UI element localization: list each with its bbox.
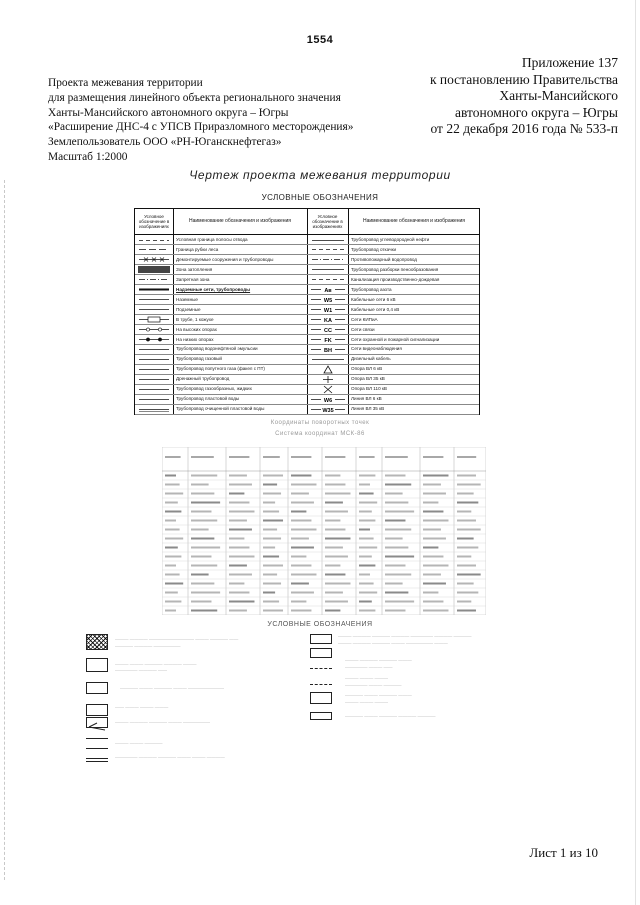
illegible-cell-text <box>291 520 311 522</box>
illegible-cell-text <box>165 529 180 531</box>
legend-header-symbol: Условное обозначение в изображениях <box>138 214 170 229</box>
illegible-cell-text <box>263 574 277 576</box>
illegible-cell-text <box>229 520 247 522</box>
illegible-cell-text <box>385 556 414 558</box>
illegible-cell-text <box>423 547 438 549</box>
legend-line-symbol <box>86 748 108 749</box>
illegible-cell-text <box>325 529 345 531</box>
illegible-cell-text <box>325 565 340 567</box>
project-line: Ханты-Мансийского автономного округа – Югры <box>48 106 289 119</box>
illegible-cell-text <box>385 565 405 567</box>
drawing-title: Чертеж проекта межевания территории <box>189 168 451 182</box>
illegible-cell-text <box>325 538 350 540</box>
illegible-cell-text <box>359 511 372 513</box>
illegible-cell-text <box>325 574 345 576</box>
illegible-cell-text <box>229 583 244 585</box>
illegible-cell-text <box>291 484 316 486</box>
illegible-cell-text <box>165 565 176 567</box>
legend-code: Ав <box>324 288 332 295</box>
legend-item: Трубопровод водонефтяной эмульсии <box>176 346 258 352</box>
legend-item: Трубопровод азота <box>351 286 392 292</box>
illegible-cell-text <box>385 493 403 495</box>
illegible-cell-text <box>165 511 181 513</box>
legend-row-divider <box>135 414 479 415</box>
illegible-cell-text <box>325 511 348 513</box>
illegible-cell-text <box>325 493 350 495</box>
illegible-cell-text <box>359 583 374 585</box>
illegible-cell-text <box>229 565 247 567</box>
faded-text: ————— ——— ———— <box>345 683 402 688</box>
illegible-cell-text <box>457 610 476 612</box>
illegible-cell-text <box>291 502 314 504</box>
illegible-cell-text <box>229 475 247 477</box>
illegible-cell-text <box>263 502 275 504</box>
illegible-cell-text <box>325 556 348 558</box>
illegible-cell-text <box>165 592 178 594</box>
illegible-header-text <box>385 456 408 458</box>
illegible-cell-text <box>385 601 414 603</box>
legend-line-symbol <box>310 684 332 685</box>
illegible-cell-text <box>359 556 372 558</box>
legend-item: Дизельный кабель <box>351 356 391 362</box>
project-line: «Расширение ДНС-4 с УПСВ Приразломного месторождения» <box>48 121 354 134</box>
illegible-cell-text <box>229 529 252 531</box>
illegible-cell-text <box>229 574 252 576</box>
legend-item: Трубопровод газообразных, жидких <box>176 386 252 392</box>
legend-box-symbol <box>310 634 332 644</box>
illegible-cell-text <box>165 484 180 486</box>
illegible-cell-text <box>325 583 350 585</box>
legend-item: Трубопровод разборки пенообразования <box>351 266 439 272</box>
illegible-cell-text <box>229 511 254 513</box>
legend-item: Сети КИПиА <box>351 316 378 322</box>
illegible-cell-text <box>191 592 220 594</box>
illegible-cell-text <box>359 475 375 477</box>
illegible-header-text <box>291 456 311 458</box>
illegible-cell-text <box>385 574 411 576</box>
legend-item: Опора ВЛ 35 кВ <box>351 376 385 382</box>
sheet-number: Лист 1 из 10 <box>529 845 598 860</box>
legend-item: Дренажный трубопровод <box>176 376 230 382</box>
illegible-cell-text <box>291 556 306 558</box>
hatched-area-symbol <box>86 634 108 650</box>
legend-code: W1 <box>323 308 333 315</box>
faded-text: ————— ——— —— <box>345 665 393 670</box>
illegible-cell-text <box>165 574 180 576</box>
illegible-cell-text <box>423 610 448 612</box>
illegible-cell-text <box>385 592 408 594</box>
illegible-cell-text <box>359 547 377 549</box>
legend-box-symbol <box>310 692 332 704</box>
legend-item: Граница рубки леса <box>176 246 219 252</box>
illegible-cell-text <box>291 574 316 576</box>
legend-item: Сети видеонаблюдения <box>351 346 402 352</box>
project-line: для размещения линейного объекта регионального значения <box>48 91 341 104</box>
illegible-cell-text <box>263 520 283 522</box>
illegible-cell-text <box>263 556 279 558</box>
illegible-cell-text <box>423 475 448 477</box>
illegible-cell-text <box>291 601 306 603</box>
illegible-cell-text <box>457 484 481 486</box>
legend-code: W6 <box>323 397 333 404</box>
illegible-cell-text <box>191 493 214 495</box>
legend-item: Линия ВЛ 35 кВ <box>351 406 385 412</box>
illegible-cell-text <box>457 511 471 513</box>
illegible-cell-text <box>191 484 209 486</box>
illegible-cell-text <box>263 610 283 612</box>
illegible-cell-text <box>325 520 340 522</box>
illegible-cell-text <box>325 475 340 477</box>
legend-item: Противопожарный водопровод <box>351 256 417 262</box>
illegible-cell-text <box>359 610 375 612</box>
legend-item: Трубопровод откачки <box>351 246 397 252</box>
illegible-cell-text <box>359 538 374 540</box>
legend-header-name: Наименование обозначения и изображения <box>189 218 291 224</box>
illegible-cell-text <box>229 493 244 495</box>
faded-text: ——— ——— ———— <box>115 741 163 746</box>
illegible-cell-text <box>457 475 476 477</box>
legend-code: KA <box>324 318 332 325</box>
illegible-cell-text <box>191 574 209 576</box>
illegible-cell-text <box>359 484 370 486</box>
faded-text: ———— ———— —————— <box>115 644 181 649</box>
illegible-cell-text <box>191 529 209 531</box>
illegible-cell-text <box>229 610 247 612</box>
illegible-cell-text <box>291 475 311 477</box>
scan-edge-line <box>4 180 5 880</box>
illegible-cell-text <box>325 601 348 603</box>
illegible-cell-text <box>229 502 249 504</box>
legend-line-symbol <box>86 761 108 762</box>
illegible-cell-text <box>457 547 478 549</box>
legend2-heading: УСЛОВНЫЕ ОБОЗНАЧЕНИЯ <box>267 621 373 628</box>
legend-item: Трубопровод попутного газа (факел с ПТ) <box>176 366 265 372</box>
coordinates-title: Координаты поворотных точек <box>270 420 370 426</box>
illegible-cell-text <box>457 502 478 504</box>
illegible-header-text <box>263 456 280 458</box>
faded-text: ————— ———— —— <box>115 668 168 673</box>
project-line: Землепользователь ООО «РН-Юганскнефтегаз» <box>48 136 282 149</box>
illegible-cell-text <box>457 565 476 567</box>
illegible-cell-text <box>359 529 370 531</box>
faded-text: ———— ——— ———— ———— ———— <box>345 714 436 719</box>
illegible-cell-text <box>263 493 281 495</box>
legend-code: W35 <box>322 407 334 414</box>
legend-item: Наземные <box>176 296 198 302</box>
legend-line-symbol <box>86 738 108 739</box>
legend-item: Линия ВЛ 6 кВ <box>351 396 382 402</box>
legend-box-symbol <box>86 682 108 694</box>
project-line: Проекта межевания территории <box>48 77 203 89</box>
illegible-cell-text <box>423 565 448 567</box>
illegible-cell-text <box>385 484 411 486</box>
appendix-line: Приложение 137 <box>521 55 618 70</box>
illegible-cell-text <box>423 574 441 576</box>
project-block <box>48 76 388 165</box>
illegible-cell-text <box>325 610 340 612</box>
illegible-header-text <box>423 456 443 458</box>
illegible-cell-text <box>191 475 217 477</box>
legend-item: Запретная зона <box>176 276 210 282</box>
illegible-cell-text <box>191 520 217 522</box>
illegible-cell-text <box>263 565 283 567</box>
illegible-cell-text <box>263 538 281 540</box>
illegible-cell-text <box>263 592 275 594</box>
illegible-cell-text <box>457 592 478 594</box>
illegible-cell-text <box>359 493 374 495</box>
illegible-cell-text <box>385 583 403 585</box>
illegible-cell-text <box>325 592 343 594</box>
illegible-cell-text <box>165 493 183 495</box>
illegible-cell-text <box>457 556 471 558</box>
legend-item: Кабельные сети 6 кВ <box>351 296 396 302</box>
coordinates-table <box>162 447 486 615</box>
legend-item: Опора ВЛ 110 кВ <box>351 386 387 392</box>
illegible-cell-text <box>385 547 408 549</box>
illegible-cell-text <box>423 484 441 486</box>
legend-item: На высоких опорах <box>176 326 217 332</box>
coordinates-subtitle: Система координат МСК-86 <box>275 431 365 437</box>
illegible-cell-text <box>191 538 214 540</box>
illegible-header-text <box>325 456 345 458</box>
illegible-cell-text <box>291 493 309 495</box>
legend-item: Кабельные сети 0,4 кВ <box>351 306 400 312</box>
illegible-cell-text <box>165 538 183 540</box>
legend-item: Демонтируемые сооружения и трубопроводы <box>176 256 274 262</box>
illegible-cell-text <box>423 556 443 558</box>
illegible-cell-text <box>263 583 281 585</box>
appendix-line: от 22 декабря 2016 года № 533-п <box>430 121 618 136</box>
illegible-cell-text <box>457 583 474 585</box>
legend-code: BH <box>324 347 332 354</box>
illegible-cell-text <box>263 511 279 513</box>
illegible-cell-text <box>457 529 481 531</box>
illegible-cell-text <box>423 592 438 594</box>
illegible-cell-text <box>385 610 405 612</box>
illegible-cell-text <box>165 475 176 477</box>
illegible-cell-text <box>423 529 441 531</box>
illegible-cell-text <box>263 547 275 549</box>
illegible-cell-text <box>385 511 414 513</box>
illegible-cell-text <box>191 511 211 513</box>
faded-text: ——— ———— ———— ——— —————— <box>115 720 211 725</box>
legend-line-symbol <box>86 758 108 759</box>
illegible-cell-text <box>229 592 249 594</box>
legend-item: На низких опорах <box>176 336 214 342</box>
illegible-cell-text <box>263 601 279 603</box>
illegible-cell-text <box>191 601 211 603</box>
legend-line-symbol <box>310 668 332 669</box>
illegible-cell-text <box>423 583 446 585</box>
illegible-cell-text <box>291 529 316 531</box>
illegible-cell-text <box>359 520 375 522</box>
faded-text: ——— ——— ———— ———— ——— <box>115 662 197 667</box>
legend-item: Зона затопления <box>176 266 213 272</box>
illegible-cell-text <box>191 583 214 585</box>
illegible-header-text <box>359 456 375 458</box>
illegible-cell-text <box>165 520 176 522</box>
illegible-cell-text <box>359 592 377 594</box>
illegible-cell-text <box>291 592 314 594</box>
illegible-cell-text <box>423 511 443 513</box>
illegible-cell-text <box>229 538 244 540</box>
legend-arrow-symbol <box>86 717 108 728</box>
faded-text: ———— ——— ———— ——— <box>345 693 412 698</box>
legend-item: Опора ВЛ 6 кВ <box>351 366 383 372</box>
legend-item: Сети охранной и пожарной сигнализации <box>351 336 440 342</box>
legend-code: CC <box>324 328 332 335</box>
illegible-cell-text <box>191 502 220 504</box>
scale-line: Масштаб 1:2000 <box>48 150 128 163</box>
legend-box-symbol <box>86 704 108 716</box>
illegible-cell-text <box>191 547 220 549</box>
illegible-cell-text <box>385 502 408 504</box>
faded-text: ——— ———— ———— ——— <box>345 658 412 663</box>
faded-text: ——— ——— ——— <box>345 676 389 681</box>
illegible-cell-text <box>291 538 309 540</box>
illegible-cell-text <box>423 502 438 504</box>
legend-box-symbol <box>310 712 332 720</box>
illegible-cell-text <box>359 601 372 603</box>
appendix-line: автономного округа – Югры <box>455 104 618 120</box>
illegible-cell-text <box>291 610 311 612</box>
appendix-line: к постановлению Правительства <box>429 71 618 87</box>
illegible-header-text <box>457 456 476 458</box>
illegible-cell-text <box>263 484 277 486</box>
legend-code: FK <box>324 338 332 344</box>
illegible-cell-text <box>165 610 176 612</box>
legend-header-symbol: Условное обозначение в изображениях <box>312 214 343 229</box>
illegible-cell-text <box>263 529 277 531</box>
legend-item: Трубопровод очищенной пластовой воды <box>176 406 265 412</box>
illegible-cell-text <box>191 556 211 558</box>
illegible-cell-text <box>165 502 178 504</box>
legend-item: Трубопровод пластовой воды <box>176 396 240 402</box>
illegible-cell-text <box>291 511 306 513</box>
illegible-cell-text <box>359 502 377 504</box>
illegible-cell-text <box>423 538 446 540</box>
legend-item: Сети связи <box>351 326 375 332</box>
illegible-header-text <box>165 456 181 458</box>
legend-box-symbol <box>86 658 108 672</box>
faded-text: ——— ——— ——— <box>345 700 389 705</box>
illegible-cell-text <box>457 520 476 522</box>
legend-item: В трубе, 1 кожухе <box>176 316 214 322</box>
faded-text: —— ——— ——— ——— <box>115 705 169 710</box>
illegible-cell-text <box>457 601 471 603</box>
illegible-cell-text <box>191 565 217 567</box>
illegible-cell-text <box>291 547 314 549</box>
illegible-cell-text <box>325 502 343 504</box>
illegible-cell-text <box>457 574 481 576</box>
illegible-cell-text <box>263 475 283 477</box>
illegible-cell-text <box>229 601 254 603</box>
illegible-cell-text <box>325 547 343 549</box>
illegible-cell-text <box>291 565 311 567</box>
legend-heading: УСЛОВНЫЕ ОБОЗНАЧЕНИЯ <box>261 193 379 202</box>
illegible-cell-text <box>165 556 181 558</box>
illegible-cell-text <box>165 601 181 603</box>
legend-item: Надземные сети, трубопроводы <box>176 286 251 292</box>
faded-text: ———— ——— ———— ——— ———————— <box>120 686 225 691</box>
illegible-cell-text <box>359 565 375 567</box>
illegible-cell-text <box>423 601 443 603</box>
illegible-cell-text <box>423 520 448 522</box>
faded-text: ——— ———— —————————— ——— ———— —— <box>115 637 239 642</box>
illegible-header-text <box>229 456 249 458</box>
legend-item: Трубопровод углеводородной нефти <box>351 237 430 242</box>
illegible-cell-text <box>325 484 345 486</box>
legend-item: Канализация производственно-дождевая <box>351 276 440 282</box>
illegible-cell-text <box>385 475 405 477</box>
faded-text: ——— ———— ———— ———— ————— ———— ———— <box>338 634 472 639</box>
page-number: 1554 <box>306 34 334 46</box>
illegible-cell-text <box>229 547 249 549</box>
illegible-cell-text <box>165 547 178 549</box>
illegible-cell-text <box>457 538 474 540</box>
illegible-cell-text <box>359 574 370 576</box>
faded-text: ——— ———— ———— ——— —————— ——— <box>338 641 448 646</box>
faded-text: ————— ———— ———— ——— ——— ———— <box>115 755 225 760</box>
illegible-cell-text <box>385 520 405 522</box>
illegible-cell-text <box>291 583 309 585</box>
illegible-cell-text <box>229 556 254 558</box>
appendix-line: Ханты-Мансийского <box>499 88 618 103</box>
illegible-cell-text <box>385 529 411 531</box>
legend-box-symbol <box>310 648 332 658</box>
legend-code: W5 <box>323 298 333 305</box>
legend-item: Подземные <box>176 306 201 312</box>
illegible-cell-text <box>165 583 183 585</box>
illegible-cell-text <box>423 493 446 495</box>
legend-header-name: Наименование обозначения и изображения <box>363 218 465 224</box>
illegible-cell-text <box>191 610 217 612</box>
legend-item: Трубопровод газовый <box>176 356 222 362</box>
illegible-header-text <box>191 456 214 458</box>
legend-table <box>134 208 480 415</box>
scan-edge-line <box>635 0 636 905</box>
illegible-cell-text <box>229 484 252 486</box>
legend-item: Условная граница полосы отвода <box>176 237 248 242</box>
illegible-cell-text <box>457 493 474 495</box>
illegible-cell-text <box>385 538 403 540</box>
